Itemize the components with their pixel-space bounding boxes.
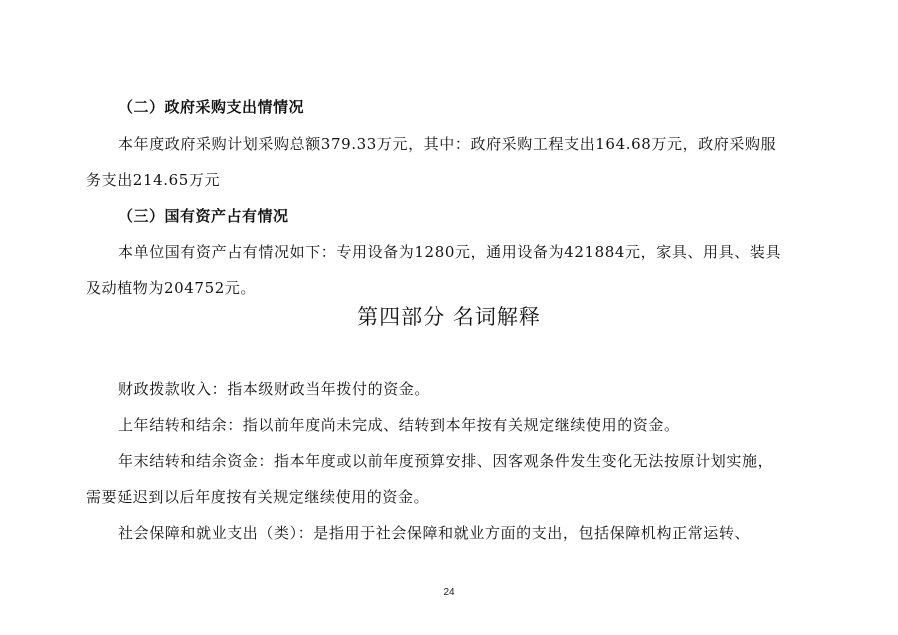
term-fiscal-appropriation: 财政拨款收入：指本级财政当年拨付的资金。 [118,380,431,398]
assets-heading: （三）国有资产占有情况 [118,207,289,225]
term-social-security-line-1: 社会保障和就业支出（类）：是指用于社会保障和就业方面的支出，包括保障机构正常运转、 [118,524,751,542]
term-year-end-carryover-line-2: 需要延迟到以后年度按有关规定继续使用的资金。 [86,488,430,506]
term-year-end-carryover-line-1: 年末结转和结余资金：指本年度或以前年度预算安排、因客观条件发生变化无法按原计划实施， [118,452,774,470]
procurement-heading: （二）政府采购支出情情况 [118,98,305,116]
term-prior-year-carryover: 上年结转和结余：指以前年度尚未完成、结转到本年按有关规定继续使用的资金。 [118,416,680,434]
procurement-paragraph-line-1: 本年度政府采购计划采购总额379.33万元，其中：政府采购工程支出164.68万元，政府采购服 [118,135,777,153]
assets-paragraph-line-2: 及动植物为204752元。 [86,279,257,297]
procurement-paragraph-line-2: 务支出214.65万元 [86,171,221,189]
part-four-title: 第四部分 名词解释 [357,305,541,329]
assets-paragraph-line-1: 本单位国有资产占有情况如下：专用设备为1280元，通用设备为421884元，家具、用具、装具 [118,243,782,261]
page-number: 24 [443,587,455,598]
